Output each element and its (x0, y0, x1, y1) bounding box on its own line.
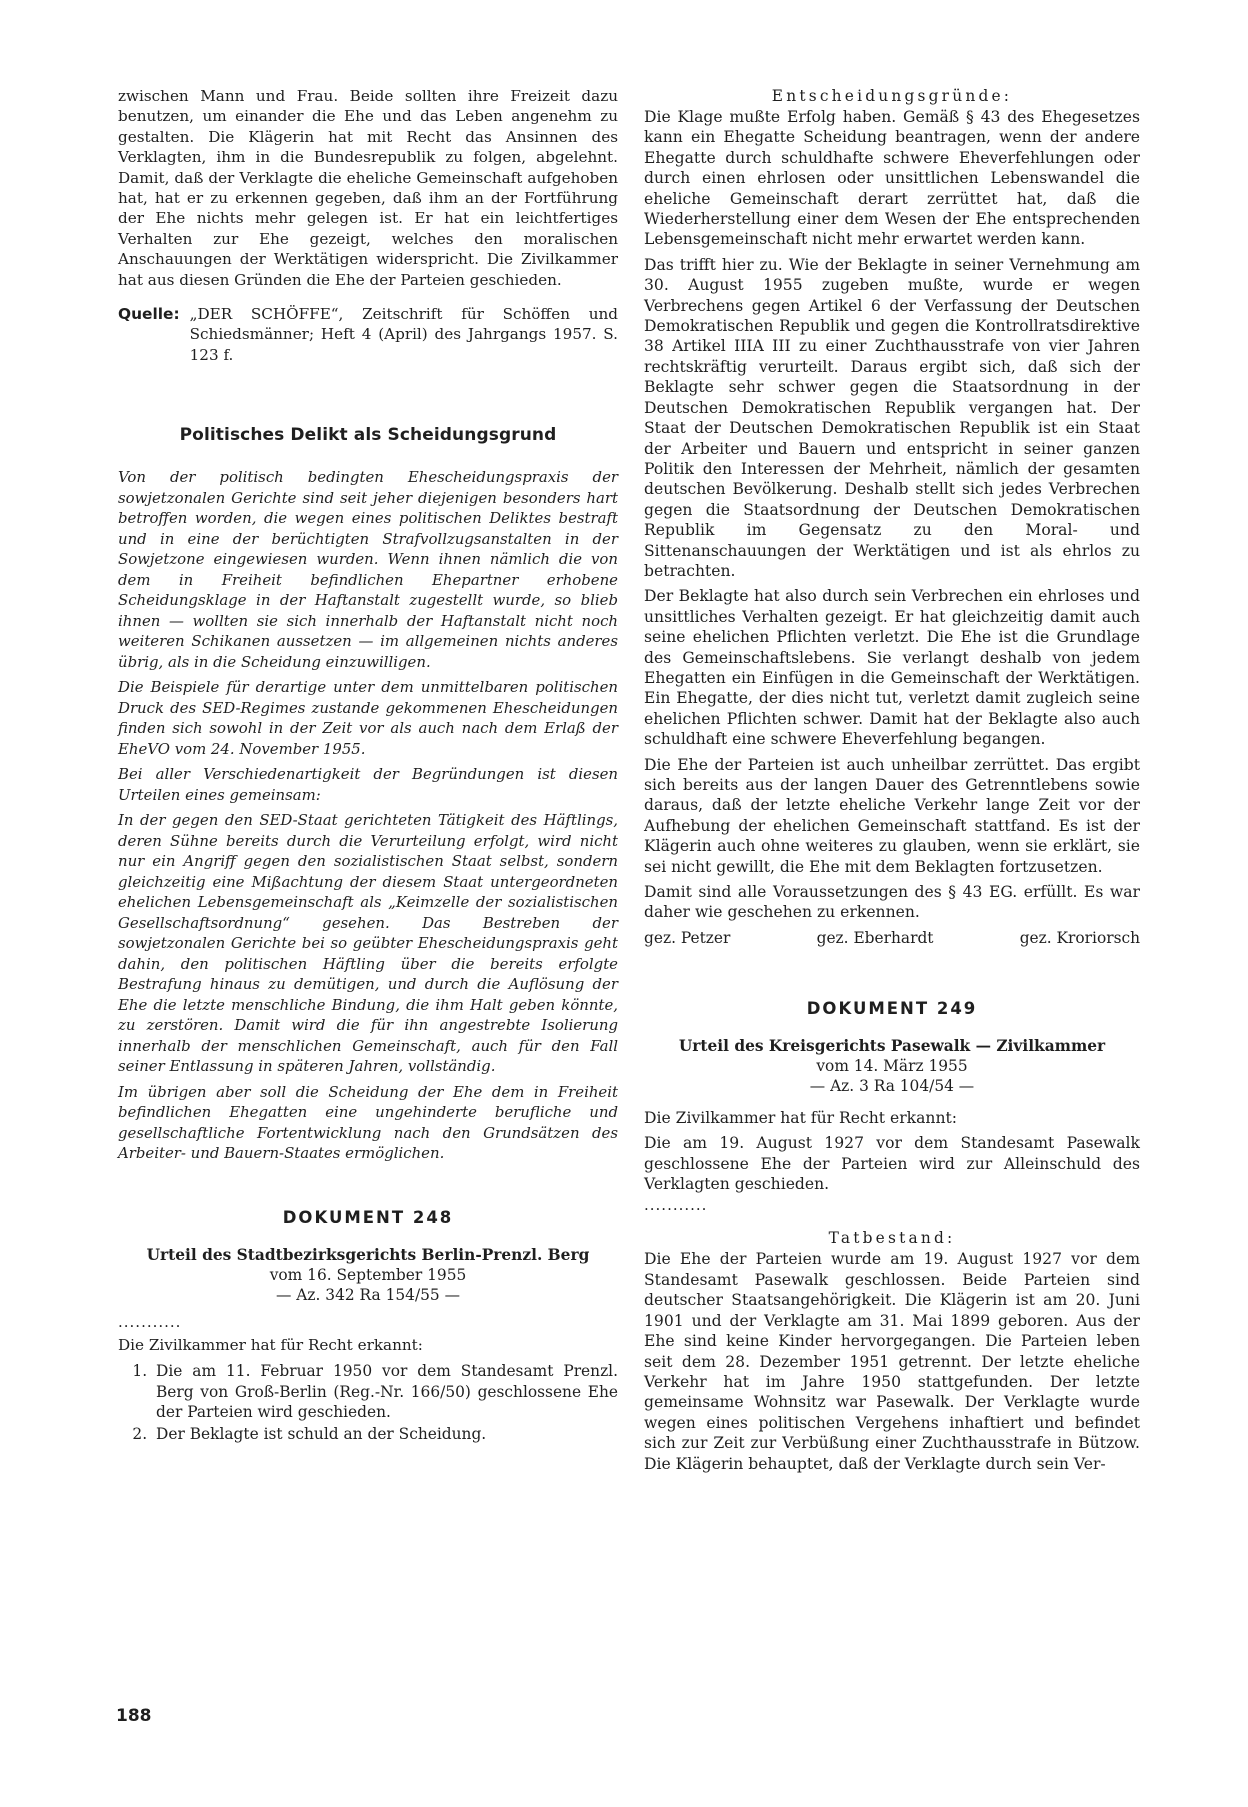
reasons-paragraph: Die Klage mußte Erfolg haben. Gemäß § 43 des Ehegesetzes kann ein Ehegatte Scheidung beantragen, wenn der andere Ehegatte durch schuldhafte schwere Eheverfehlungen oder durch einen ehrlosen oder unsittlichen Lebenswandel die eheliche Gemeinschaft derart zerrüttet hat, daß die Wiederherstellung einer dem Wesen der Ehe entsprechenden Lebensgemeinschaft nicht mehr erwartet werden kann. (644, 108, 1140, 249)
document-248-heading: DOKUMENT 248 (282, 1207, 454, 1227)
commentary-paragraph: Die Beispiele für derartige unter dem unmittelbaren politischen Druck des SED-Regimes zustande gekommenen Ehescheidungen finden sich sowohl in der Zeit vor als auch nach dem Erlaß der EheVO vom 24. November 1955. (118, 678, 618, 758)
reasons-heading: Entscheidungsgründe: (771, 87, 1013, 105)
tenor-list (118, 1361, 618, 1445)
tenor-item: 2. Der Beklagte ist schuld an der Scheidung. (152, 1424, 618, 1444)
source-label: Quelle: (118, 305, 180, 324)
ellipsis-line: ........... (118, 1312, 182, 1331)
commentary (118, 467, 618, 1164)
document-249-court: Urteil des Kreisgerichts Pasewalk — Zivilkammer (678, 1036, 1106, 1055)
document-249-file-number: — Az. 3 Ra 104/54 — (809, 1076, 975, 1095)
signature: gez. Eberhardt (816, 928, 934, 947)
right-column (644, 86, 1140, 1479)
commentary-paragraph: Im übrigen aber soll die Scheidung der Ehe dem in Freiheit befindlichen Ehegatten eine ungehinderte berufliche und gesellschaftliche Fortentwicklung nach den Grundsätzen des Arbeiter- und Bauern-Staates ermöglichen. (118, 1082, 618, 1163)
tenor-intro: Die Zivilkammer hat für Recht erkannt: (644, 1108, 958, 1127)
facts-heading: Tatbestand: (828, 1229, 956, 1248)
reasons-paragraph: Die Ehe der Parteien ist auch unheilbar zerrüttet. Das ergibt sich bereits aus der langen Dauer des Getrenntlebens sowie daraus, daß der letzte eheliche Verkehr lange Zeit vor der Aufhebung der ehelichen Gemeinschaft stattfand. Es ist der Klägerin auch ohne weiteres zu glauben, wenn sie erklärt, sie sei nicht gewillt, die Ehe mit dem Beklagten fortzusetzen. (644, 755, 1140, 876)
source-note (118, 304, 618, 365)
document-249-date: vom 14. März 1955 (816, 1056, 968, 1075)
tenor-text: Die am 19. August 1927 vor dem Standesamt Pasewalk geschlossene Ehe der Parteien wird zur Alleinschuld des Verklagten geschieden. (644, 1134, 1140, 1194)
reasons-paragraph: Das trifft hier zu. Wie der Beklagte in seiner Vernehmung am 30. August 1955 zugeben mußte, wurde er wegen Verbrechens gegen Artikel 6 der Verfassung der Deutschen Demokratischen Republik und gegen die Kontrollratsdirektive 38 Artikel IIIA III zu einer Zuchthausstrafe von vier Jahren rechtskräftig verurteilt. Daraus ergibt sich, daß sich der Beklagte sehr schwer gegen die Staatsordnung in der Deutschen Demokratischen Republik vergangen hat. Der Staat der Deutschen Demokratischen Republik ist ein Staat der Arbeiter und Bauern und entspricht in seiner ganzen Politik den Interessen der Mehrheit, nämlich der gesamten deutschen Bevölkerung. Deshalb stellt sich jedes Verbrechen gegen die Staatsordnung der Deutschen Demokratischen Republik im Gegensatz zu den Moral- und Sittenanschauungen der Werktätigen und ist als ehrlos zu betrachten. (644, 255, 1140, 580)
document-248-file-number: — Az. 342 Ra 154/55 — (276, 1285, 460, 1304)
intro-paragraph: zwischen Mann und Frau. Beide sollten ihre Freizeit dazu benutzen, um einander die Ehe und das Leben angenehm zu gestalten. Die Klägerin hat mit Recht das Ansinnen des Verklagten, ihm in die Bundesrepublik zu folgen, abgelehnt. Damit, daß der Verklagte die eheliche Gemeinschaft aufgehoben hat, hat er zu erkennen gegeben, daß ihm an der Fortführung der Ehe nichts mehr gelegen ist. Er hat ein leichtfertiges Verhalten zur Ehe gezeigt, welches den moralischen Anschauungen der Werktätigen widerspricht. Die Zivilkammer hat aus diesen Gründen die Ehe der Parteien geschieden. (118, 87, 618, 289)
signature: gez. Petzer (644, 928, 731, 947)
left-column (118, 86, 618, 1447)
reasons-paragraph: Damit sind alle Voraussetzungen des § 43 EG. erfüllt. Es war daher wie geschehen zu erkennen. (644, 883, 1140, 922)
commentary-paragraph: Von der politisch bedingten Ehescheidungspraxis der sowjetzonalen Gerichte sind seit jeher diejenigen besonders hart betroffen worden, die wegen eines politischen Deliktes bestraft und in eine der berüchtigten Strafvollzugsanstalten in der Sowjetzone eingewiesen wurden. Wenn ihnen nämlich die von dem in Freiheit befindlichen Ehepartner erhobene Scheidungsklage in der Haftanstalt zugestellt wurde, so blieb ihnen — wollten sie sich innerhalb der Haftanstalt nicht noch weiteren Schikanen aussetzen — im allgemeinen nichts anderes übrig, als in die Scheidung einzuwilligen. (118, 468, 618, 671)
section-title: Politisches Delikt als Scheidungsgrund (179, 425, 557, 446)
signatures (644, 929, 1140, 947)
document-249-heading: DOKUMENT 249 (806, 998, 978, 1018)
signature: gez. Kroriorsch (1019, 928, 1140, 947)
document-248-date: vom 16. September 1955 (269, 1265, 467, 1284)
ellipsis-line: ........... (644, 1196, 708, 1215)
facts-paragraph: Die Ehe der Parteien wurde am 19. August 1927 vor dem Standesamt Pasewalk geschlossen. Beide Parteien sind deutscher Staatsangehörigkeit. Die Klägerin ist am 20. Juni 1901 und der Verklagte am 31. Mai 1899 geboren. Aus der Ehe sind keine Kinder hervorgegangen. Die Parteien leben seit dem 28. Dezember 1951 getrennt. Der letzte eheliche Verkehr hat im Jahre 1950 stattgefunden. Der letzte gemeinsame Wohnsitz war Pasewalk. Der Verklagte wurde wegen eines politischen Vergehens inhaftiert und befindet sich zur Zeit zur Verbüßung einer Zuchthausstrafe in Bützow. Die Klägerin behauptet, daß der Verklagte durch sein Ver- (644, 1250, 1140, 1473)
document-248-court: Urteil des Stadtbezirksgerichts Berlin-Prenzl. Berg (146, 1245, 590, 1264)
source-text: „DER SCHÖFFE“, Zeitschrift für Schöffen und Schiedsmänner; Heft 4 (April) des Jahrgangs 1957. S. 123 f. (189, 305, 618, 364)
page-number: 188 (116, 1706, 152, 1726)
tenor-intro: Die Zivilkammer hat für Recht erkannt: (118, 1335, 423, 1354)
commentary-paragraph: Bei aller Verschiedenartigkeit der Begründungen ist diesen Urteilen eines gemeinsam: (118, 765, 618, 804)
reasons-paragraph: Der Beklagte hat also durch sein Verbrechen ein ehrloses und unsittliches Verhalten gezeigt. Er hat gleichzeitig damit auch seine ehelichen Pflichten verletzt. Die Ehe ist die Grundlage des Gemeinschaftslebens. Sie verlangt deshalb von jedem Ehegatten ein Einfügen in die Gemeinschaft der Werktätigen. Ein Ehegatte, der dies nicht tut, verletzt damit zugleich seine ehelichen Pflichten schwer. Damit hat der Beklagte also auch schuldhaft eine schwere Eheverfehlung begangen. (644, 587, 1140, 749)
commentary-paragraph: In der gegen den SED-Staat gerichteten Tätigkeit des Häftlings, deren Sühne bereits durch die Verurteilung erfolgt, wird nicht nur ein Angriff gegen den sozialistischen Staat selbst, sondern gleichzeitig eine Mißachtung der diesem Staat untergeordneten ehelichen Lebensgemeinschaft als „Keimzelle der sozialistischen Gesellschaftsordnung“ gesehen. Das Bestreben der sowjetzonalen Gerichte bei so geübter Ehescheidungspraxis geht dahin, den politischen Häftling über die bereits erfolgte Bestrafung hinaus zu demütigen, und durch die Auflösung der Ehe die letzte menschliche Bindung, die ihm Halt geben könnte, zu zerstören. Damit wird die für ihn angestrebte Isolierung innerhalb der menschlichen Gemeinschaft, auch für den Fall seiner Entlassung in späteren Jahren, vollständig. (118, 811, 618, 1076)
tenor-item: 1. Die am 11. Februar 1950 vor dem Standesamt Prenzl. Berg von Groß-Berlin (Reg.-Nr. 166/50) geschlossene Ehe der Parteien wird geschieden. (152, 1361, 618, 1422)
